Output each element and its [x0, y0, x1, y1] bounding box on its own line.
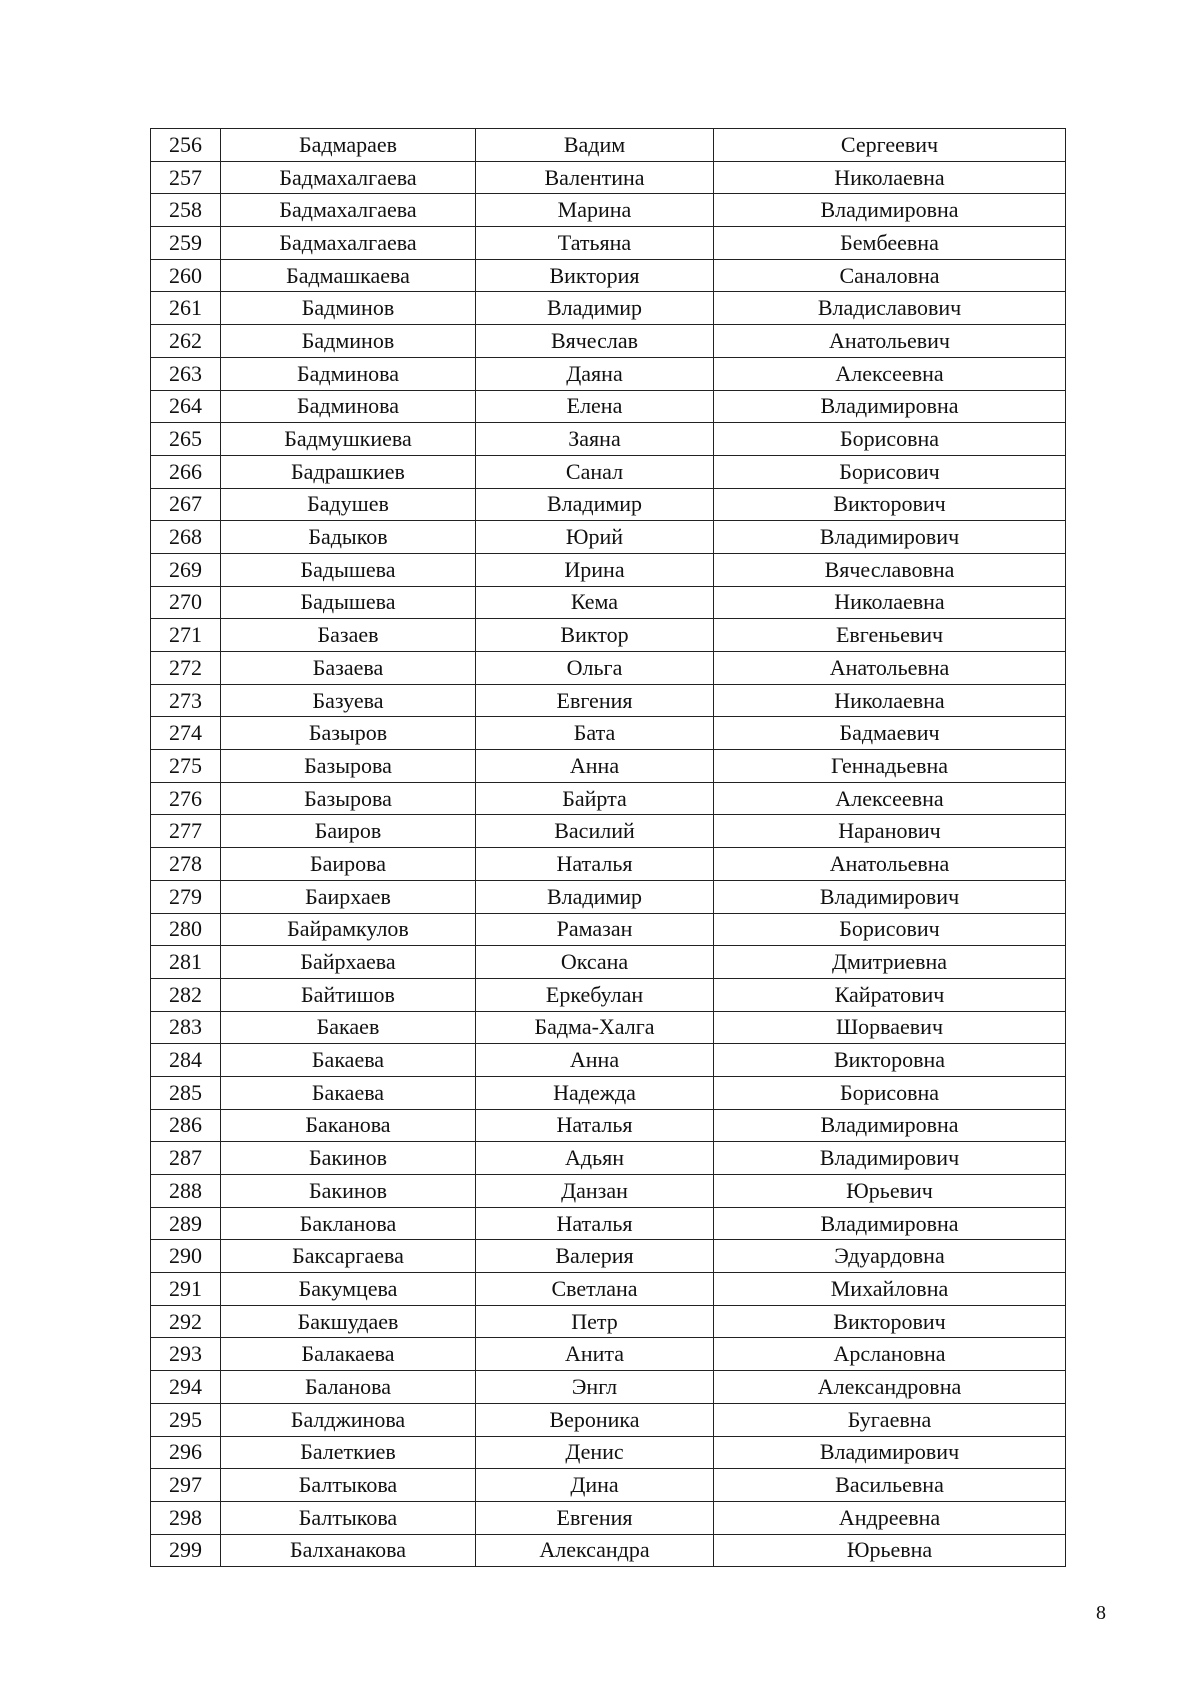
- patronymic-cell: Михайловна: [714, 1273, 1066, 1306]
- table-row: [151, 1175, 1066, 1208]
- first-name-cell: Александра: [476, 1534, 714, 1567]
- row-number-cell: 278: [151, 848, 221, 881]
- table-row: [151, 357, 1066, 390]
- first-name-cell: Виктория: [476, 259, 714, 292]
- surname-cell: Бадрашкиев: [221, 455, 476, 488]
- first-name-cell: Виктор: [476, 619, 714, 652]
- names-table: [150, 128, 1066, 1567]
- row-number-cell: 274: [151, 717, 221, 750]
- table-row: [151, 227, 1066, 260]
- table-row: [151, 161, 1066, 194]
- first-name-cell: Василий: [476, 815, 714, 848]
- surname-cell: Бадмахалгаева: [221, 227, 476, 260]
- table-row: [151, 880, 1066, 913]
- surname-cell: Балджинова: [221, 1403, 476, 1436]
- row-number-cell: 287: [151, 1142, 221, 1175]
- surname-cell: Баксаргаева: [221, 1240, 476, 1273]
- first-name-cell: Владимир: [476, 292, 714, 325]
- table-row: [151, 1044, 1066, 1077]
- first-name-cell: Анна: [476, 750, 714, 783]
- surname-cell: Бакланова: [221, 1207, 476, 1240]
- first-name-cell: Вячеслав: [476, 325, 714, 358]
- first-name-cell: Ирина: [476, 553, 714, 586]
- patronymic-cell: Владиславович: [714, 292, 1066, 325]
- row-number-cell: 282: [151, 978, 221, 1011]
- row-number-cell: 272: [151, 652, 221, 685]
- row-number-cell: 293: [151, 1338, 221, 1371]
- patronymic-cell: Наранович: [714, 815, 1066, 848]
- table-row: [151, 815, 1066, 848]
- patronymic-cell: Борисовна: [714, 1076, 1066, 1109]
- table-row: [151, 1501, 1066, 1534]
- table-row: [151, 1142, 1066, 1175]
- table-row: [151, 978, 1066, 1011]
- first-name-cell: Светлана: [476, 1273, 714, 1306]
- patronymic-cell: Юрьевич: [714, 1175, 1066, 1208]
- row-number-cell: 285: [151, 1076, 221, 1109]
- surname-cell: Базуева: [221, 684, 476, 717]
- row-number-cell: 273: [151, 684, 221, 717]
- patronymic-cell: Кайратович: [714, 978, 1066, 1011]
- row-number-cell: 295: [151, 1403, 221, 1436]
- table-row: [151, 390, 1066, 423]
- table-row: [151, 1109, 1066, 1142]
- patronymic-cell: Шорваевич: [714, 1011, 1066, 1044]
- first-name-cell: Данзан: [476, 1175, 714, 1208]
- first-name-cell: Адьян: [476, 1142, 714, 1175]
- surname-cell: Бадышева: [221, 553, 476, 586]
- row-number-cell: 290: [151, 1240, 221, 1273]
- patronymic-cell: Евгеньевич: [714, 619, 1066, 652]
- row-number-cell: 291: [151, 1273, 221, 1306]
- patronymic-cell: Васильевна: [714, 1469, 1066, 1502]
- surname-cell: Бадминова: [221, 357, 476, 390]
- patronymic-cell: Арслановна: [714, 1338, 1066, 1371]
- patronymic-cell: Николаевна: [714, 161, 1066, 194]
- patronymic-cell: Владимировна: [714, 390, 1066, 423]
- row-number-cell: 292: [151, 1305, 221, 1338]
- first-name-cell: Петр: [476, 1305, 714, 1338]
- surname-cell: Байтишов: [221, 978, 476, 1011]
- first-name-cell: Владимир: [476, 488, 714, 521]
- patronymic-cell: Алексеевна: [714, 782, 1066, 815]
- first-name-cell: Марина: [476, 194, 714, 227]
- surname-cell: Бадмушкиева: [221, 423, 476, 456]
- patronymic-cell: Николаевна: [714, 586, 1066, 619]
- row-number-cell: 260: [151, 259, 221, 292]
- surname-cell: Бадыков: [221, 521, 476, 554]
- row-number-cell: 270: [151, 586, 221, 619]
- table-row: [151, 1469, 1066, 1502]
- row-number-cell: 281: [151, 946, 221, 979]
- first-name-cell: Ольга: [476, 652, 714, 685]
- surname-cell: Баирхаев: [221, 880, 476, 913]
- table-row: [151, 913, 1066, 946]
- table-row: [151, 455, 1066, 488]
- table-row: [151, 1240, 1066, 1273]
- patronymic-cell: Владимировна: [714, 194, 1066, 227]
- first-name-cell: Татьяна: [476, 227, 714, 260]
- surname-cell: Бадминов: [221, 325, 476, 358]
- table-row: [151, 423, 1066, 456]
- surname-cell: Балханакова: [221, 1534, 476, 1567]
- surname-cell: Баланова: [221, 1371, 476, 1404]
- first-name-cell: Евгения: [476, 684, 714, 717]
- table-row: [151, 1338, 1066, 1371]
- surname-cell: Бадмахалгаева: [221, 194, 476, 227]
- table-row: [151, 782, 1066, 815]
- table-row: [151, 652, 1066, 685]
- surname-cell: Бакшудаев: [221, 1305, 476, 1338]
- first-name-cell: Даяна: [476, 357, 714, 390]
- table-row: [151, 1207, 1066, 1240]
- first-name-cell: Анита: [476, 1338, 714, 1371]
- surname-cell: Балеткиев: [221, 1436, 476, 1469]
- surname-cell: Бадышева: [221, 586, 476, 619]
- first-name-cell: Валерия: [476, 1240, 714, 1273]
- patronymic-cell: Дмитриевна: [714, 946, 1066, 979]
- first-name-cell: Наталья: [476, 848, 714, 881]
- page-number: 8: [1096, 1602, 1106, 1624]
- surname-cell: Базырова: [221, 750, 476, 783]
- table-row: [151, 129, 1066, 162]
- patronymic-cell: Борисович: [714, 913, 1066, 946]
- row-number-cell: 297: [151, 1469, 221, 1502]
- row-number-cell: 275: [151, 750, 221, 783]
- surname-cell: Базыров: [221, 717, 476, 750]
- table-row: [151, 521, 1066, 554]
- first-name-cell: Энгл: [476, 1371, 714, 1404]
- surname-cell: Бакумцева: [221, 1273, 476, 1306]
- table-row: [151, 1436, 1066, 1469]
- first-name-cell: Анна: [476, 1044, 714, 1077]
- table-row: [151, 1076, 1066, 1109]
- row-number-cell: 267: [151, 488, 221, 521]
- first-name-cell: Юрий: [476, 521, 714, 554]
- patronymic-cell: Бадмаевич: [714, 717, 1066, 750]
- patronymic-cell: Владимирович: [714, 521, 1066, 554]
- surname-cell: Бадминов: [221, 292, 476, 325]
- patronymic-cell: Александровна: [714, 1371, 1066, 1404]
- patronymic-cell: Владимирович: [714, 1142, 1066, 1175]
- row-number-cell: 265: [151, 423, 221, 456]
- patronymic-cell: Борисовна: [714, 423, 1066, 456]
- table-row: [151, 325, 1066, 358]
- table-row: [151, 684, 1066, 717]
- first-name-cell: Кема: [476, 586, 714, 619]
- row-number-cell: 271: [151, 619, 221, 652]
- surname-cell: Бадминова: [221, 390, 476, 423]
- first-name-cell: Денис: [476, 1436, 714, 1469]
- first-name-cell: Евгения: [476, 1501, 714, 1534]
- row-number-cell: 279: [151, 880, 221, 913]
- table-row: [151, 848, 1066, 881]
- patronymic-cell: Викторович: [714, 1305, 1066, 1338]
- table-row: [151, 488, 1066, 521]
- row-number-cell: 258: [151, 194, 221, 227]
- table-row: [151, 194, 1066, 227]
- first-name-cell: Байрта: [476, 782, 714, 815]
- first-name-cell: Надежда: [476, 1076, 714, 1109]
- first-name-cell: Еркебулан: [476, 978, 714, 1011]
- table-row: [151, 750, 1066, 783]
- row-number-cell: 289: [151, 1207, 221, 1240]
- surname-cell: Бакаева: [221, 1044, 476, 1077]
- row-number-cell: 286: [151, 1109, 221, 1142]
- patronymic-cell: Анатольевна: [714, 652, 1066, 685]
- row-number-cell: 256: [151, 129, 221, 162]
- row-number-cell: 257: [151, 161, 221, 194]
- surname-cell: Балакаева: [221, 1338, 476, 1371]
- first-name-cell: Дина: [476, 1469, 714, 1502]
- row-number-cell: 266: [151, 455, 221, 488]
- table-row: [151, 619, 1066, 652]
- row-number-cell: 262: [151, 325, 221, 358]
- patronymic-cell: Сергеевич: [714, 129, 1066, 162]
- surname-cell: Балтыкова: [221, 1501, 476, 1534]
- table-row: [151, 1371, 1066, 1404]
- patronymic-cell: Анатольевич: [714, 325, 1066, 358]
- surname-cell: Базаева: [221, 652, 476, 685]
- patronymic-cell: Владимирович: [714, 880, 1066, 913]
- surname-cell: Баканова: [221, 1109, 476, 1142]
- first-name-cell: Наталья: [476, 1109, 714, 1142]
- table-row: [151, 1534, 1066, 1567]
- patronymic-cell: Геннадьевна: [714, 750, 1066, 783]
- surname-cell: Бадушев: [221, 488, 476, 521]
- patronymic-cell: Борисович: [714, 455, 1066, 488]
- surname-cell: Бакаева: [221, 1076, 476, 1109]
- row-number-cell: 277: [151, 815, 221, 848]
- row-number-cell: 259: [151, 227, 221, 260]
- first-name-cell: Санал: [476, 455, 714, 488]
- row-number-cell: 268: [151, 521, 221, 554]
- table-row: [151, 1305, 1066, 1338]
- surname-cell: Базаев: [221, 619, 476, 652]
- row-number-cell: 264: [151, 390, 221, 423]
- table-row: [151, 1011, 1066, 1044]
- surname-cell: Баиров: [221, 815, 476, 848]
- first-name-cell: Заяна: [476, 423, 714, 456]
- first-name-cell: Владимир: [476, 880, 714, 913]
- patronymic-cell: Владимировна: [714, 1109, 1066, 1142]
- table-body: [151, 129, 1066, 1567]
- row-number-cell: 263: [151, 357, 221, 390]
- patronymic-cell: Владимирович: [714, 1436, 1066, 1469]
- first-name-cell: Елена: [476, 390, 714, 423]
- row-number-cell: 296: [151, 1436, 221, 1469]
- row-number-cell: 284: [151, 1044, 221, 1077]
- first-name-cell: Бадма-Халга: [476, 1011, 714, 1044]
- row-number-cell: 299: [151, 1534, 221, 1567]
- table-row: [151, 259, 1066, 292]
- table-row: [151, 717, 1066, 750]
- first-name-cell: Оксана: [476, 946, 714, 979]
- row-number-cell: 298: [151, 1501, 221, 1534]
- surname-cell: Бадмашкаева: [221, 259, 476, 292]
- surname-cell: Бакаев: [221, 1011, 476, 1044]
- patronymic-cell: Эдуардовна: [714, 1240, 1066, 1273]
- patronymic-cell: Анатольевна: [714, 848, 1066, 881]
- surname-cell: Балтыкова: [221, 1469, 476, 1502]
- surname-cell: Байрхаева: [221, 946, 476, 979]
- surname-cell: Бакинов: [221, 1175, 476, 1208]
- surname-cell: Базырова: [221, 782, 476, 815]
- row-number-cell: 276: [151, 782, 221, 815]
- row-number-cell: 269: [151, 553, 221, 586]
- surname-cell: Бадмараев: [221, 129, 476, 162]
- first-name-cell: Вероника: [476, 1403, 714, 1436]
- surname-cell: Баирова: [221, 848, 476, 881]
- patronymic-cell: Викторович: [714, 488, 1066, 521]
- patronymic-cell: Владимировна: [714, 1207, 1066, 1240]
- surname-cell: Бакинов: [221, 1142, 476, 1175]
- row-number-cell: 280: [151, 913, 221, 946]
- first-name-cell: Вадим: [476, 129, 714, 162]
- surname-cell: Бадмахалгаева: [221, 161, 476, 194]
- surname-cell: Байрамкулов: [221, 913, 476, 946]
- first-name-cell: Рамазан: [476, 913, 714, 946]
- table-row: [151, 292, 1066, 325]
- table-row: [151, 586, 1066, 619]
- patronymic-cell: Андреевна: [714, 1501, 1066, 1534]
- table-row: [151, 946, 1066, 979]
- table-row: [151, 553, 1066, 586]
- patronymic-cell: Викторовна: [714, 1044, 1066, 1077]
- table-row: [151, 1273, 1066, 1306]
- patronymic-cell: Николаевна: [714, 684, 1066, 717]
- patronymic-cell: Юрьевна: [714, 1534, 1066, 1567]
- patronymic-cell: Бугаевна: [714, 1403, 1066, 1436]
- table-row: [151, 1403, 1066, 1436]
- row-number-cell: 283: [151, 1011, 221, 1044]
- patronymic-cell: Алексеевна: [714, 357, 1066, 390]
- first-name-cell: Наталья: [476, 1207, 714, 1240]
- patronymic-cell: Саналовна: [714, 259, 1066, 292]
- row-number-cell: 294: [151, 1371, 221, 1404]
- first-name-cell: Валентина: [476, 161, 714, 194]
- patronymic-cell: Бембеевна: [714, 227, 1066, 260]
- first-name-cell: Бата: [476, 717, 714, 750]
- row-number-cell: 288: [151, 1175, 221, 1208]
- patronymic-cell: Вячеславовна: [714, 553, 1066, 586]
- row-number-cell: 261: [151, 292, 221, 325]
